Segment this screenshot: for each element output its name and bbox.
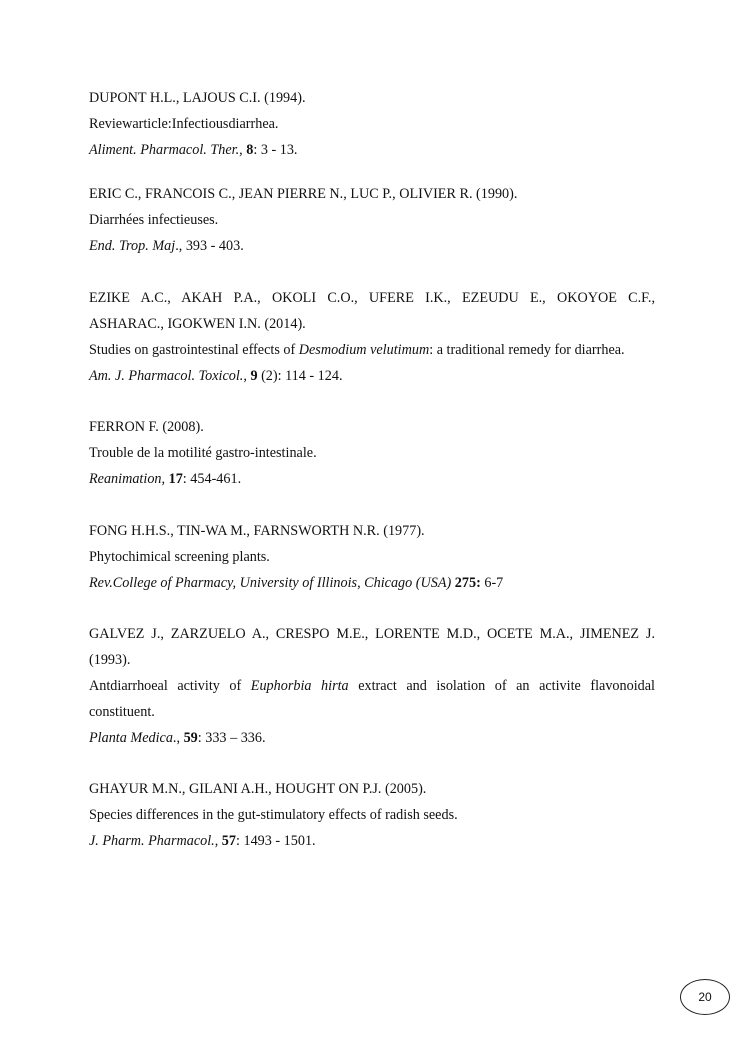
journal-pages: : 454-461. bbox=[182, 471, 242, 487]
journal-name: Planta Medica bbox=[89, 730, 173, 746]
journal-name: Aliment. Pharmacol. Ther. bbox=[89, 142, 240, 158]
journal-pages: : 1493 - 1501. bbox=[235, 833, 316, 849]
reference-title: Trouble de la motilité gastro-intestinale. bbox=[89, 445, 317, 461]
separator: ., bbox=[172, 730, 184, 746]
reference-source bbox=[89, 828, 655, 854]
journal-pages: 6-7 bbox=[480, 575, 504, 591]
reference-authors: ERIC C., FRANCOIS C., JEAN PIERRE N., LUC P., OLIVIER R. (1990). bbox=[89, 186, 518, 202]
journal-name: Rev.College of Pharmacy, University of Illinois bbox=[89, 575, 358, 591]
reference-ghayur bbox=[89, 776, 655, 854]
journal-pages: : 333 – 336. bbox=[197, 730, 266, 746]
reference-authors: FONG H.H.S., TIN-WA M., FARNSWORTH N.R. (1977). bbox=[89, 523, 425, 539]
journal-pages: : 3 - 13. bbox=[253, 142, 298, 158]
title-text: extract and isolation of an activite flavonoidal bbox=[348, 678, 655, 694]
reference-authors-line2: (1993). bbox=[89, 652, 131, 668]
journal-name: J. Pharm. Pharmacol. bbox=[89, 833, 215, 849]
separator: , bbox=[357, 575, 365, 591]
title-text: : a traditional remedy for diarrhea. bbox=[429, 342, 625, 358]
journal-name: Am. J. Pharmacol. Toxicol., bbox=[89, 368, 247, 384]
reference-eric bbox=[89, 181, 655, 259]
reference-authors-line1: GALVEZ J., ZARZUELO A., CRESPO M.E., LORENTE M.D., OCETE M.A., JIMENEZ J. bbox=[89, 626, 655, 642]
reference-title: Reviewarticle:Infectiousdiarrhea. bbox=[89, 116, 279, 132]
reference-dupont bbox=[89, 85, 655, 163]
reference-source bbox=[89, 570, 655, 596]
title-text: Antdiarrhoeal activity of bbox=[89, 678, 251, 694]
reference-title-line2: constituent. bbox=[89, 704, 155, 720]
journal-pages: (2): 114 - 124. bbox=[257, 368, 343, 384]
journal-pages: ., 393 - 403. bbox=[175, 238, 244, 254]
journal-volume: 59 bbox=[183, 730, 198, 746]
reference-ezike bbox=[89, 285, 655, 389]
reference-authors-line2: ASHARAC., IGOKWEN I.N. (2014). bbox=[89, 316, 306, 332]
page-number: 20 bbox=[680, 979, 730, 1015]
journal-name: Reanimation bbox=[89, 471, 162, 487]
reference-title: Phytochimical screening plants. bbox=[89, 549, 270, 565]
reference-source bbox=[89, 137, 655, 163]
reference-title: Species differences in the gut-stimulatory effects of radish seeds. bbox=[89, 807, 458, 823]
reference-source bbox=[89, 363, 655, 389]
reference-title bbox=[89, 673, 655, 699]
reference-source bbox=[89, 233, 655, 259]
journal-volume: 275: bbox=[454, 575, 481, 591]
reference-source bbox=[89, 725, 655, 751]
journal-volume: 9 bbox=[250, 368, 258, 384]
separator: , bbox=[239, 142, 247, 158]
journal-volume: 8 bbox=[246, 142, 254, 158]
reference-authors: FERRON F. (2008). bbox=[89, 419, 204, 435]
species-name: Euphorbia hirta bbox=[250, 678, 349, 694]
journal-volume: 17 bbox=[168, 471, 183, 487]
journal-name: End. Trop. Maj bbox=[89, 238, 176, 254]
reference-ferron bbox=[89, 414, 655, 492]
reference-title: Diarrhées infectieuses. bbox=[89, 212, 219, 228]
reference-fong bbox=[89, 518, 655, 596]
reference-authors: GHAYUR M.N., GILANI A.H., HOUGHT ON P.J. (2005). bbox=[89, 781, 427, 797]
reference-galvez bbox=[89, 621, 655, 751]
reference-title bbox=[89, 337, 655, 363]
separator: , bbox=[161, 471, 169, 487]
reference-source bbox=[89, 466, 655, 492]
species-name: Desmodium velutimum bbox=[298, 342, 430, 358]
reference-authors-line1: EZIKE A.C., AKAH P.A., OKOLI C.O., UFERE I.K., EZEUDU E., OKOYOE C.F., bbox=[89, 290, 655, 306]
separator: , bbox=[214, 833, 222, 849]
journal-location: Chicago (USA) bbox=[364, 575, 452, 591]
reference-authors: DUPONT H.L., LAJOUS C.I. (1994). bbox=[89, 90, 306, 106]
title-text: Studies on gastrointestinal effects of bbox=[89, 342, 299, 358]
journal-volume: 57 bbox=[221, 833, 236, 849]
